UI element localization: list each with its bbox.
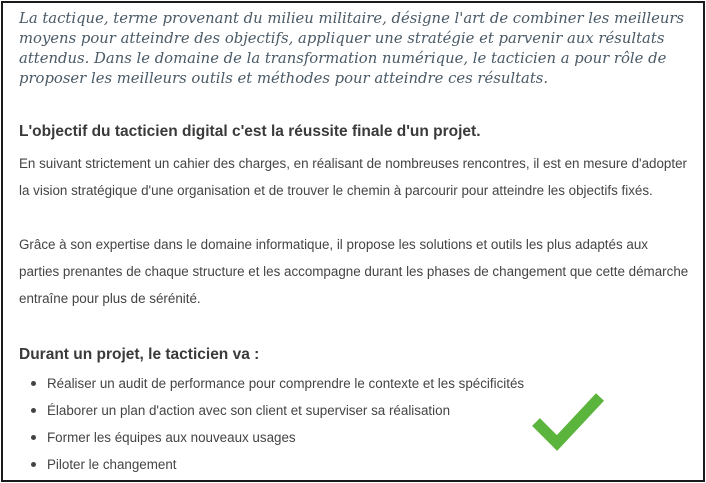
objective-heading: L'objectif du tacticien digital c'est la réussite finale d'un projet.	[19, 123, 481, 140]
project-tasks-list	[29, 370, 524, 478]
content-frame	[1, 1, 705, 482]
intro-paragraph: La tactique, terme provenant du milieu militaire, désigne l'art de combiner les meilleurs moyens pour atteindre des objectifs, appliquer une stratégie et parvenir aux résultats attendus. Dans le domaine de la transformation numérique, le tacticien a pour rôle de proposer les meilleurs outils et méthodes pour atteindre ces résultats.	[19, 10, 685, 87]
list-item-text: Former les équipes aux nouveaux usages	[47, 430, 296, 445]
bullet-icon	[31, 408, 36, 413]
list-item	[29, 424, 524, 451]
list-item	[29, 370, 524, 397]
bullet-icon	[31, 462, 36, 467]
list-item-text: Piloter le changement	[47, 457, 177, 472]
project-tasks-heading: Durant un projet, le tacticien va :	[19, 346, 260, 363]
objective-paragraph-2: Grâce à son expertise dans le domaine informatique, il propose les solutions et outils les plus adaptés aux parties prenantes de chaque structure et les accompagne durant les phases de changement que cette démarche entraîne pour plus de sérénité.	[19, 237, 689, 306]
list-item	[29, 451, 524, 478]
check-icon	[531, 389, 605, 451]
bullet-icon	[31, 381, 36, 386]
list-item-text: Réaliser un audit de performance pour comprendre le contexte et les spécificités	[47, 376, 525, 391]
objective-paragraph-1: En suivant strictement un cahier des charges, en réalisant de nombreuses rencontres, il est en mesure d'adopter la vision stratégique d'une organisation et de trouver le chemin à parcourir pour atteindre les objectifs fixés.	[19, 156, 687, 198]
bullet-icon	[31, 435, 36, 440]
list-item	[29, 397, 524, 424]
list-item-text: Élaborer un plan d'action avec son client et superviser sa réalisation	[47, 403, 451, 418]
